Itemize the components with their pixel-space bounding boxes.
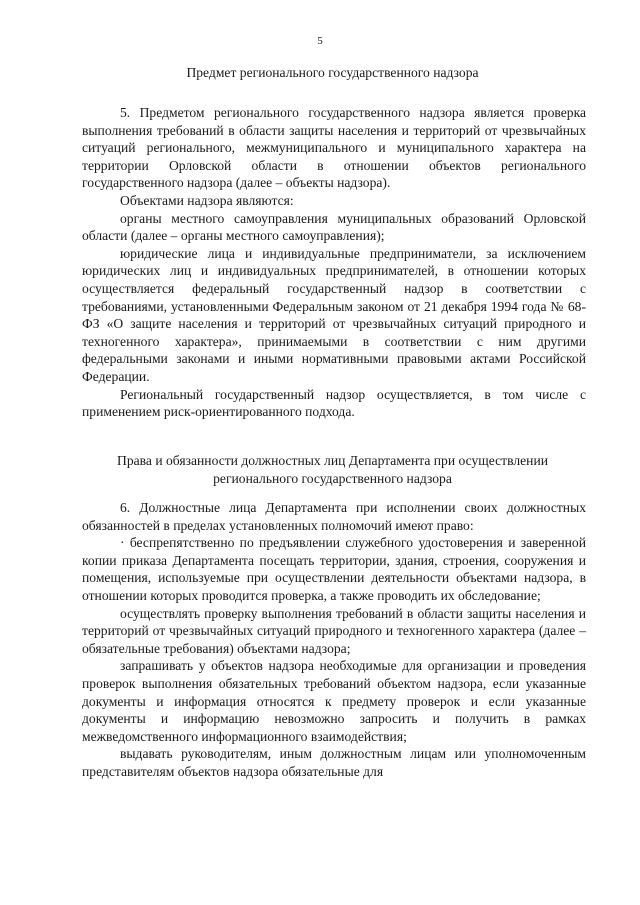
paragraph: Региональный государственный надзор осуществляется, в том числе с применением риск-ориентированного подхода. (82, 386, 586, 420)
section-body-subject (82, 104, 586, 421)
paragraph: осуществлять проверку выполнения требований в области защиты населения и территорий от чрезвычайных ситуаций природного и техногенного характера (далее – обязательные требования) объектами надзора; (82, 605, 586, 656)
paragraph: юридические лица и индивидуальные предприниматели, за исключением юридических лиц и индивидуальных предпринимателей, в отношении которых осуществляется федеральный государственный надзор в соответствии с требованиями, установленными Федеральным законом от 21 декабря 1994 года № 68-ФЗ «О защите населения и территорий от чрезвычайных ситуаций природного и техногенного характера», принимаемыми в соответствии с ним другими федеральными законами и иными нормативными правовыми актами Российской Федерации. (82, 245, 586, 384)
section-heading-line: регионального государственного надзора (213, 470, 452, 486)
paragraph: · беспрепятственно по предъявлении служебного удостоверения и заверенной копии приказа Департамента посещать территории, здания, строения, сооружения и помещения, используемые при осуществлении деятельности объектами надзора, в отношении которых проводится проверка, а также проводить их обследование; (82, 535, 586, 603)
section-heading-subject: Предмет регионального государственного надзора (186, 65, 479, 80)
section-body-rights (82, 499, 586, 781)
paragraph: 5. Предметом регионального государственного надзора является проверка выполнения требований в области защиты населения и территорий от чрезвычайных ситуаций регионального, межмуниципального и муниципального характера на территории Орловской области в отношении объектов регионального государственного надзора (далее – объекты надзора). (82, 105, 586, 191)
paragraph: органы местного самоуправления муниципальных образований Орловской области (далее – органы местного самоуправления); (82, 210, 586, 244)
section-heading-line: Права и обязанности должностных лиц Департамента при осуществлении (117, 453, 548, 468)
paragraph: 6. Должностные лица Департамента при исполнении своих должностных обязанностей в пределах установленных полномочий имеют право: (82, 500, 586, 533)
page-number: 5 (317, 35, 323, 47)
paragraph: Объектами надзора являются: (120, 192, 294, 208)
paragraph: выдавать руководителям, иным должностным лицам или уполномоченным представителям объектов надзора обязательные для (82, 746, 586, 779)
paragraph: запрашивать у объектов надзора необходимые для организации и проведения проверок выполнения обязательных требований объектом надзора, если указанные документы и информация относятся к предмету проверок и если указанные документы и информацию невозможно запросить и получить в рамках межведомственного информационного взаимодействия; (82, 658, 586, 744)
section-heading-rights (80, 452, 585, 487)
